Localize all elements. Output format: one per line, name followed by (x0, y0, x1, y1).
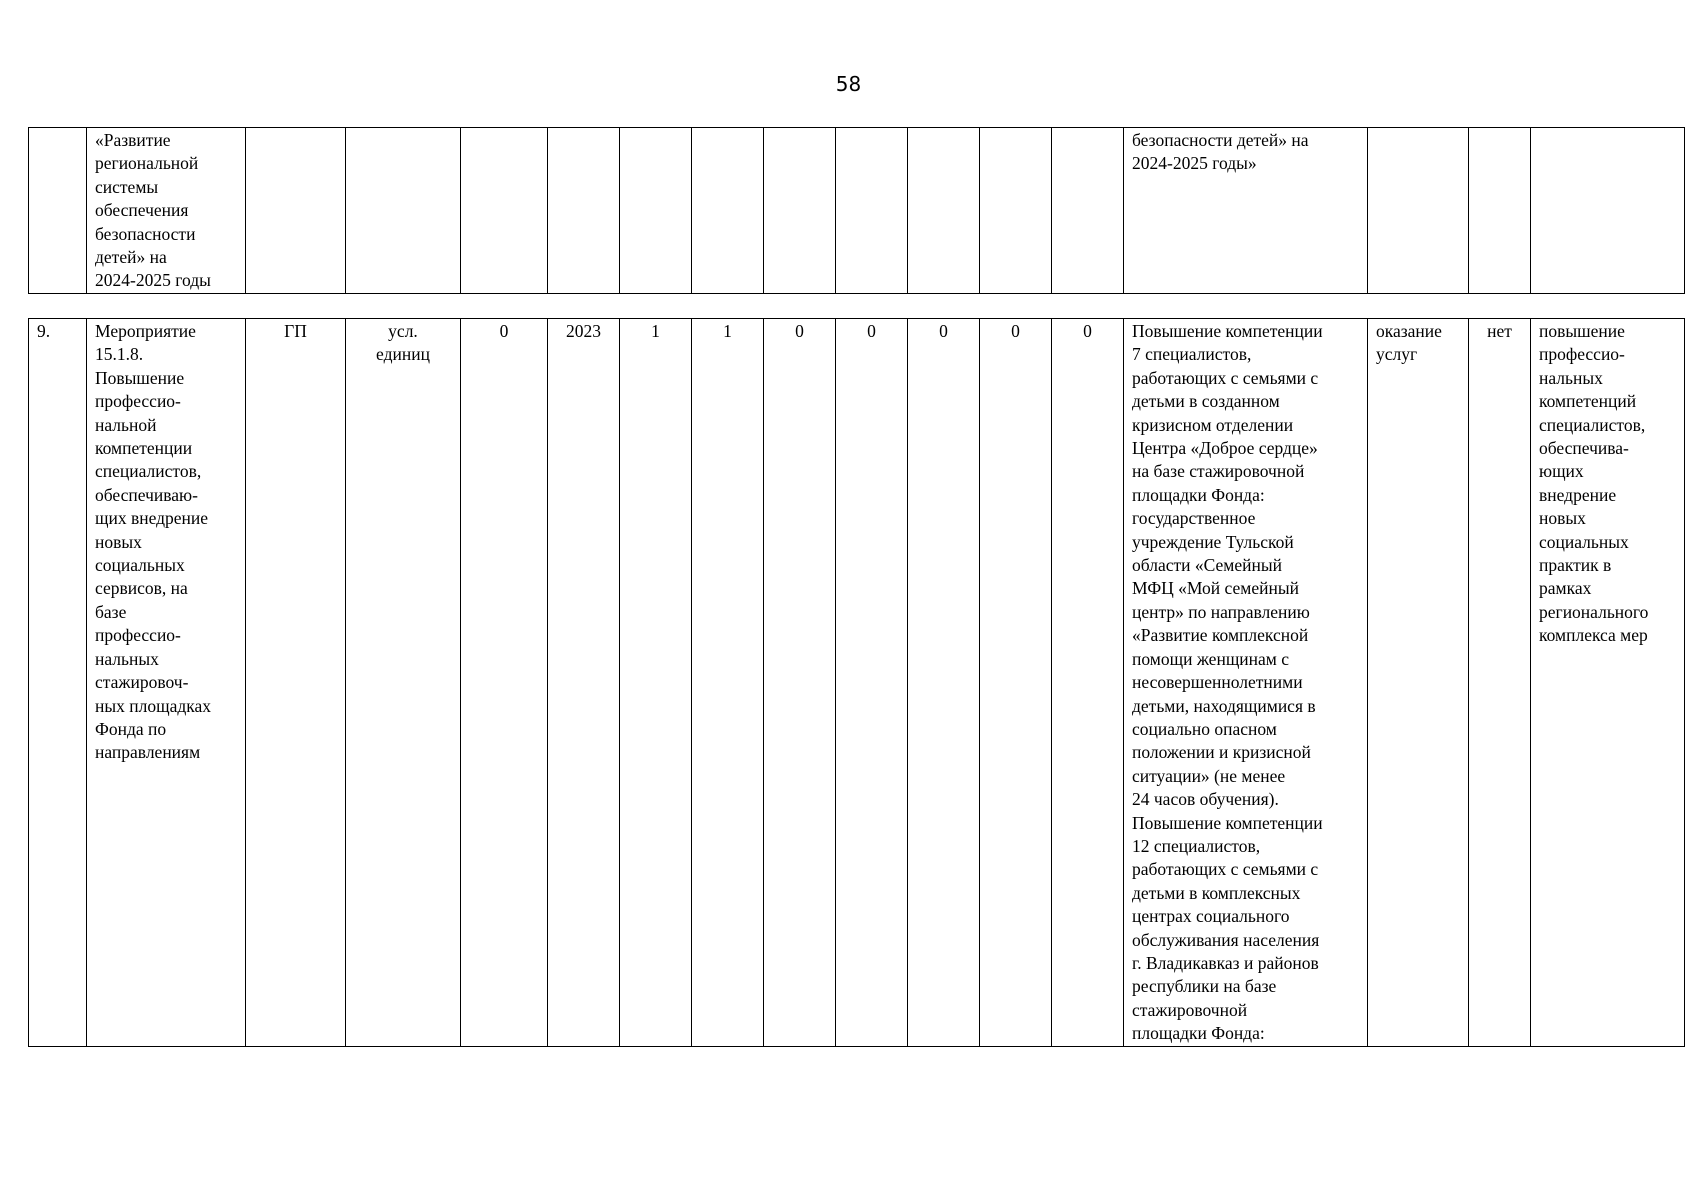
cell-year-6: 0 (980, 319, 1052, 1047)
cell-year-3: 0 (764, 319, 836, 1047)
cell-year-2: 1 (692, 319, 764, 1047)
cell-result: безопасности детей» на 2024-2025 годы» (1124, 128, 1368, 294)
cell-num: 9. (29, 319, 87, 1047)
cell-flag (1469, 128, 1531, 294)
cell-year-5: 0 (908, 319, 980, 1047)
cell-year-1 (620, 128, 692, 294)
cell-flag: нет (1469, 319, 1531, 1047)
cell-year-4 (836, 128, 908, 294)
table-main (28, 318, 1685, 1047)
cell-base-value (461, 128, 548, 294)
cell-year-5 (908, 128, 980, 294)
cell-base-year: 2023 (548, 319, 620, 1047)
cell-base-value: 0 (461, 319, 548, 1047)
cell-name: Мероприятие 15.1.8. Повышение профессио- нальной компетенции специалистов, обеспечиваю- щих внедрение новых социальных сервисов, на базе профессио- нальных стажировоч- ных площадках Фонда по направлениям (87, 319, 246, 1047)
cell-link (1531, 128, 1685, 294)
table-continuation (28, 127, 1685, 294)
cell-num (29, 128, 87, 294)
cell-characteristic: оказание услуг (1368, 319, 1469, 1047)
cell-unit (346, 128, 461, 294)
cell-year-1: 1 (620, 319, 692, 1047)
cell-type: ГП (246, 319, 346, 1047)
page-number: 58 (835, 72, 862, 96)
table-row (29, 319, 1685, 1047)
cell-year-6 (980, 128, 1052, 294)
cell-result: Повышение компетенции 7 специалистов, работающих с семьями с детьми в созданном кризисном отделении Центра «Доброе сердце» на базе стажировочной площадки Фонда: государственное учреждение Тульской области «Семейный МФЦ «Мой семейный центр» по направлению «Развитие комплексной помощи женщинам с несовершеннолетними детьми, находящимися в социально опасном положении и кризисной ситуации» (не менее 24 часов обучения). Повышение компетенции 12 специалистов, работающих с семьями с детьми в комплексных центрах социального обслуживания населения г. Владикавказ и районов республики на базе стажировочной площадки Фонда: (1124, 319, 1368, 1047)
cell-base-year (548, 128, 620, 294)
cell-year-7: 0 (1052, 319, 1124, 1047)
cell-type (246, 128, 346, 294)
cell-year-7 (1052, 128, 1124, 294)
cell-link: повышение профессио- нальных компетенций специалистов, обеспечива- ющих внедрение новых социальных практик в рамках регионального комплекса мер (1531, 319, 1685, 1047)
cell-name: «Развитие региональной системы обеспечения безопасности детей» на 2024-2025 годы (87, 128, 246, 294)
cell-year-4: 0 (836, 319, 908, 1047)
table-row (29, 128, 1685, 294)
cell-year-3 (764, 128, 836, 294)
cell-unit: усл. единиц (346, 319, 461, 1047)
cell-characteristic (1368, 128, 1469, 294)
cell-year-2 (692, 128, 764, 294)
